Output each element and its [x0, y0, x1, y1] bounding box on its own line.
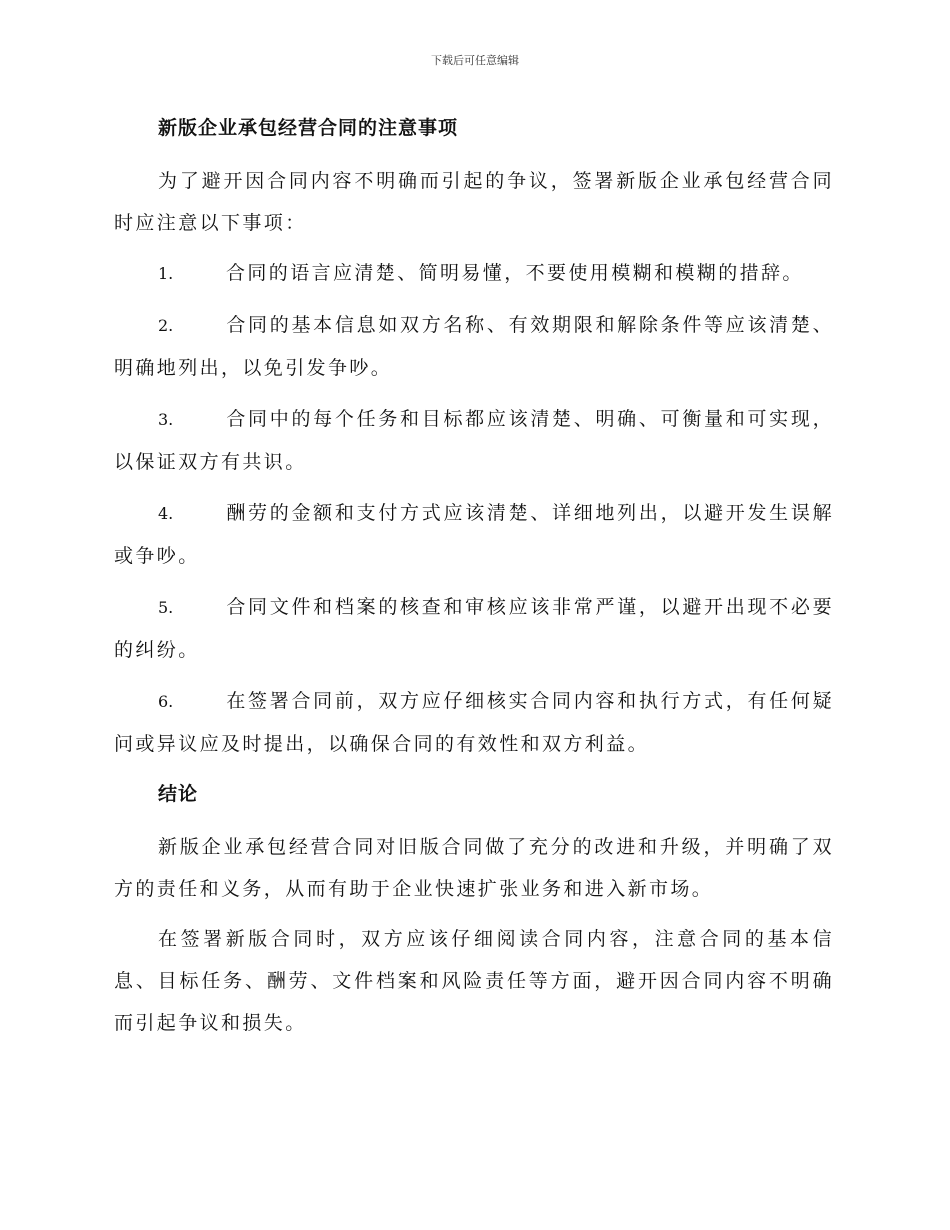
list-number: 6.: [158, 692, 174, 711]
intro-paragraph: 为了避开因合同内容不明确而引起的争议，签署新版企业承包经营合同时应注意以下事项：: [114, 170, 834, 234]
list-number: 1.: [158, 264, 174, 283]
list-item-4: [114, 492, 834, 577]
list-item-text: 合同的语言应清楚、简明易懂，不要使用模糊和模糊的措辞。: [226, 262, 804, 284]
document-body: [114, 108, 834, 1052]
conclusion-heading: 结论: [158, 783, 199, 805]
list-item-1: [114, 252, 834, 295]
list-item-text: 在签署合同前，双方应仔细核实合同内容和执行方式，有任何疑问或异议应及时提出，以确保合同的有效性和双方利益。: [114, 690, 834, 755]
page-header-note: 下载后可任意编辑: [431, 54, 519, 67]
list-number: 5.: [158, 598, 174, 617]
list-item-5: [114, 586, 834, 671]
list-item-text: 酬劳的金额和支付方式应该清楚、详细地列出，以避开发生误解或争吵。: [114, 502, 834, 567]
list-item-3: [114, 398, 834, 483]
list-item-text: 合同中的每个任务和目标都应该清楚、明确、可衡量和可实现，以保证双方有共识。: [114, 408, 834, 473]
list-item-6: [114, 680, 834, 765]
conclusion-paragraph-2: 在签署新版合同时，双方应该仔细阅读合同内容，注意合同的基本信息、目标任务、酬劳、文件档案和风险责任等方面，避开因合同内容不明确而引起争议和损失。: [114, 928, 834, 1034]
list-number: 3.: [158, 410, 174, 429]
list-item-2: [114, 304, 834, 389]
list-number: 4.: [158, 504, 174, 523]
list-number: 2.: [158, 316, 174, 335]
conclusion-paragraph-1: 新版企业承包经营合同对旧版合同做了充分的改进和升级，并明确了双方的责任和义务，从而有助于企业快速扩张业务和进入新市场。: [114, 836, 834, 900]
list-item-text: 合同文件和档案的核查和审核应该非常严谨，以避开出现不必要的纠纷。: [114, 596, 834, 661]
document-title: 新版企业承包经营合同的注意事项: [158, 117, 459, 139]
list-item-text: 合同的基本信息如双方名称、有效期限和解除条件等应该清楚、明确地列出，以免引发争吵。: [114, 314, 834, 379]
